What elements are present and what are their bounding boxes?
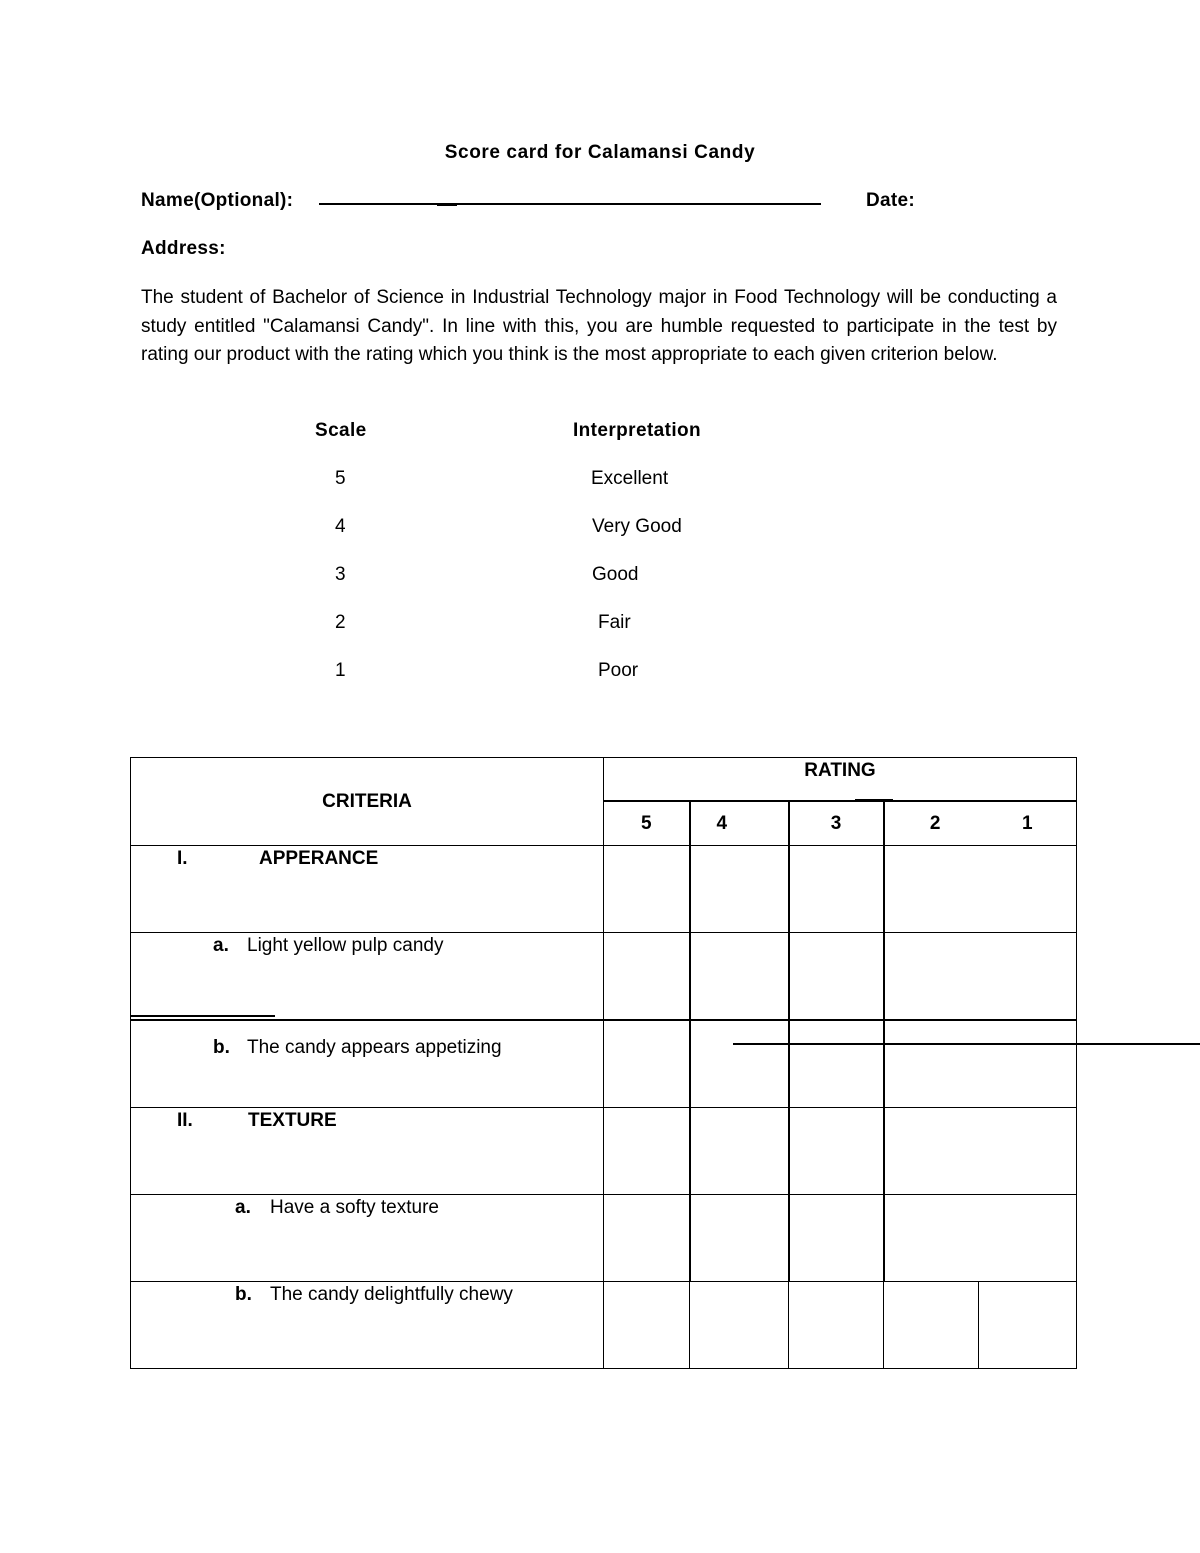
criterion-marker: II. <box>177 1110 193 1131</box>
table-row <box>131 846 1077 933</box>
scale-value-3: 3 <box>335 564 346 585</box>
table-row <box>131 1282 1077 1369</box>
address-label: Address: <box>141 238 226 259</box>
rating-cell[interactable] <box>979 1195 1077 1282</box>
scale-label-1: Poor <box>598 660 639 681</box>
criterion-cell <box>131 1020 604 1108</box>
rating-header-label: RATING <box>804 760 876 781</box>
criterion-text: The candy appears appetizing <box>247 1037 502 1058</box>
rating-cell[interactable] <box>979 933 1077 1021</box>
scale-value-4: 4 <box>335 516 346 537</box>
criterion-cell <box>131 1195 604 1282</box>
rating-cell[interactable] <box>690 846 789 933</box>
criterion-text: APPERANCE <box>259 848 379 869</box>
rating-cell[interactable] <box>789 933 884 1021</box>
name-field[interactable] <box>319 203 821 205</box>
rating-cell[interactable] <box>604 846 690 933</box>
rating-cell[interactable] <box>979 1020 1077 1108</box>
rating-cell[interactable] <box>690 1282 789 1369</box>
table-row <box>131 1108 1077 1195</box>
rating-column-3: 3 <box>789 801 884 846</box>
rating-column-2: 2 <box>884 801 979 846</box>
criterion-cell <box>131 846 604 933</box>
scale-label-5: Excellent <box>591 468 669 489</box>
table-row <box>131 1195 1077 1282</box>
criterion-cell <box>131 1108 604 1195</box>
rating-cell[interactable] <box>690 1195 789 1282</box>
scale-header: Scale <box>315 420 367 441</box>
scale-label-4: Very Good <box>592 516 682 537</box>
rating-header <box>604 758 1077 802</box>
score-table <box>130 757 1077 1369</box>
criterion-marker: a. <box>213 935 229 956</box>
criteria-header: CRITERIA <box>131 758 604 846</box>
criterion-text: The candy delightfully chewy <box>270 1284 513 1305</box>
intro-paragraph: The student of Bachelor of Science in Industrial Technology major in Food Technology will be conducting a study entitled "Calamansi Candy". In line with this, you are humble requested to participate in the test by rating our product with the rating which you think is the most appropriate to each given criterion below. <box>141 287 1057 366</box>
rating-column-1: 1 <box>979 801 1077 846</box>
rating-cell[interactable] <box>789 1108 884 1195</box>
rating-cell[interactable] <box>690 933 789 1021</box>
rating-cell[interactable] <box>884 933 979 1021</box>
rating-cell[interactable] <box>604 1195 690 1282</box>
rating-cell[interactable] <box>604 933 690 1021</box>
rating-cell[interactable] <box>884 846 979 933</box>
rating-cell[interactable] <box>884 1020 979 1108</box>
rating-column-5: 5 <box>604 801 690 846</box>
page-title: Score card for Calamansi Candy <box>444 142 756 163</box>
date-label: Date: <box>866 190 916 211</box>
rating-cell[interactable] <box>979 846 1077 933</box>
rating-column-4: 4 <box>690 801 789 846</box>
interpretation-header: Interpretation <box>573 420 702 441</box>
stray-line <box>733 1043 1200 1045</box>
name-field-mark <box>437 205 457 206</box>
criterion-marker: b. <box>213 1037 230 1058</box>
criterion-marker: I. <box>177 848 188 869</box>
scale-value-2: 2 <box>335 612 346 633</box>
rating-cell[interactable] <box>789 1020 884 1108</box>
rating-cell[interactable] <box>884 1108 979 1195</box>
rating-cell[interactable] <box>604 1108 690 1195</box>
rating-cell[interactable] <box>789 846 884 933</box>
criterion-text: Light yellow pulp candy <box>247 935 444 956</box>
rating-cell[interactable] <box>884 1282 979 1369</box>
scale-label-3: Good <box>592 564 639 585</box>
stray-line <box>130 1015 275 1017</box>
criterion-cell <box>131 933 604 1021</box>
scale-value-5: 5 <box>335 468 346 489</box>
table-row <box>131 933 1077 1021</box>
rating-cell[interactable] <box>979 1108 1077 1195</box>
rating-cell[interactable] <box>604 1282 690 1369</box>
criterion-marker: a. <box>235 1197 251 1218</box>
scale-label-2: Fair <box>598 612 631 633</box>
rating-cell[interactable] <box>604 1020 690 1108</box>
stray-line <box>855 799 893 801</box>
rating-cell[interactable] <box>690 1020 789 1108</box>
criterion-text: TEXTURE <box>248 1110 337 1131</box>
table-row <box>131 1020 1077 1108</box>
rating-cell[interactable] <box>979 1282 1077 1369</box>
rating-cell[interactable] <box>690 1108 789 1195</box>
rating-cell[interactable] <box>789 1195 884 1282</box>
criterion-marker: b. <box>235 1284 252 1305</box>
scale-value-1: 1 <box>335 660 346 681</box>
criterion-text: Have a softy texture <box>270 1197 439 1218</box>
rating-cell[interactable] <box>789 1282 884 1369</box>
name-label: Name(Optional): <box>141 190 294 211</box>
rating-cell[interactable] <box>884 1195 979 1282</box>
criterion-cell <box>131 1282 604 1369</box>
